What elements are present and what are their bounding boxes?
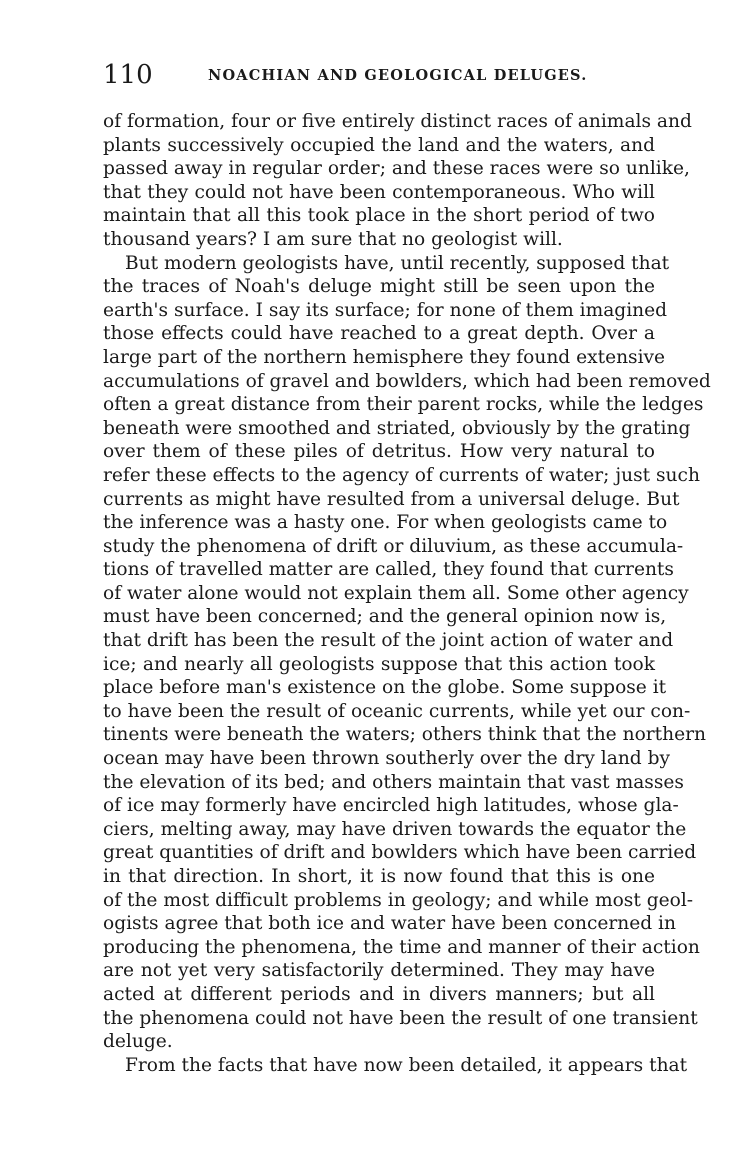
text-line: great quantities of drift and bowlders which have been carried xyxy=(103,842,697,864)
text-line: of the most difficult problems in geology; and while most geol- xyxy=(103,889,694,911)
text-line: currents as might have resulted from a universal deluge. But xyxy=(103,488,680,510)
text-line: acted at different periods and in divers manners; but all xyxy=(103,983,655,1005)
text-line: of water alone would not explain them all. Some other agency xyxy=(103,582,689,604)
text-line: to have been the result of oceanic currents, while yet our con- xyxy=(103,700,691,722)
text-line: must have been concerned; and the general opinion now is, xyxy=(103,606,667,628)
text-line: over them of these piles of detritus. How very natural to xyxy=(103,441,655,463)
text-line: tions of travelled matter are called, they found that currents xyxy=(103,559,674,581)
text-line: ocean may have been thrown southerly over the dry land by xyxy=(103,748,671,770)
text-line: earth's surface. I say its surface; for none of them imagined xyxy=(103,299,668,321)
text-line: the traces of Noah's deluge might still be seen upon the xyxy=(103,276,655,298)
text-line: the elevation of its bed; and others maintain that vast masses xyxy=(103,771,684,793)
text-line: that drift has been the result of the joint action of water and xyxy=(103,630,674,652)
paragraph-first-line: From the facts that have now been detailed, it appears that xyxy=(125,1054,688,1076)
text-line: tinents were beneath the waters; others think that the northern xyxy=(103,724,706,746)
text-line: plants successively occupied the land and the waters, and xyxy=(103,134,655,156)
text-line: large part of the northern hemisphere they found extensive xyxy=(103,346,666,368)
running-head xyxy=(103,60,655,90)
text-line: often a great distance from their parent rocks, while the ledges xyxy=(103,394,704,416)
text-line: place before man's existence on the globe. Some suppose it xyxy=(103,677,667,699)
text-line: that they could not have been contemporaneous. Who will xyxy=(103,181,655,203)
text-line: producing the phenomena, the time and manner of their action xyxy=(103,936,700,958)
text-line: the phenomena could not have been the result of one transient xyxy=(103,1007,698,1029)
text-line: are not yet very satisfactorily determined. They may have xyxy=(103,960,655,982)
text-line: of formation, four or five entirely distinct races of animals and xyxy=(103,111,692,132)
text-line: maintain that all this took place in the short period of two xyxy=(103,205,655,227)
text-line: those effects could have reached to a great depth. Over a xyxy=(103,323,655,345)
text-line: ogists agree that both ice and water have been concerned in xyxy=(103,913,676,935)
text-line: thousand years? I am sure that no geologist will. xyxy=(103,228,563,250)
text-line: of ice may formerly have encircled high latitudes, whose gla- xyxy=(103,795,679,817)
text-line: accumulations of gravel and bowlders, which had been removed xyxy=(103,370,711,392)
text-line: refer these effects to the agency of currents of water; just such xyxy=(103,464,700,486)
running-title: NOACHIAN AND GEOLOGICAL DELUGES. xyxy=(208,67,588,84)
page-number: 110 xyxy=(103,60,153,90)
text-line: in that direction. In short, it is now found that this is one xyxy=(103,866,655,887)
text-line: ciers, melting away, may have driven towards the equator the xyxy=(103,818,687,840)
text-line: deluge. xyxy=(103,1031,173,1053)
text-line: passed away in regular order; and these races were so unlike, xyxy=(103,158,690,180)
body-text xyxy=(103,110,711,1077)
text-line: beneath were smoothed and striated, obviously by the grating xyxy=(103,417,691,439)
text-line: study the phenomena of drift or diluvium, as these accumula- xyxy=(103,535,684,557)
text-line: ice; and nearly all geologists suppose that this action took xyxy=(103,653,655,675)
text-line: the inference was a hasty one. For when geologists came to xyxy=(103,512,668,534)
paragraph-first-line: But modern geologists have, until recently, supposed that xyxy=(125,252,670,274)
